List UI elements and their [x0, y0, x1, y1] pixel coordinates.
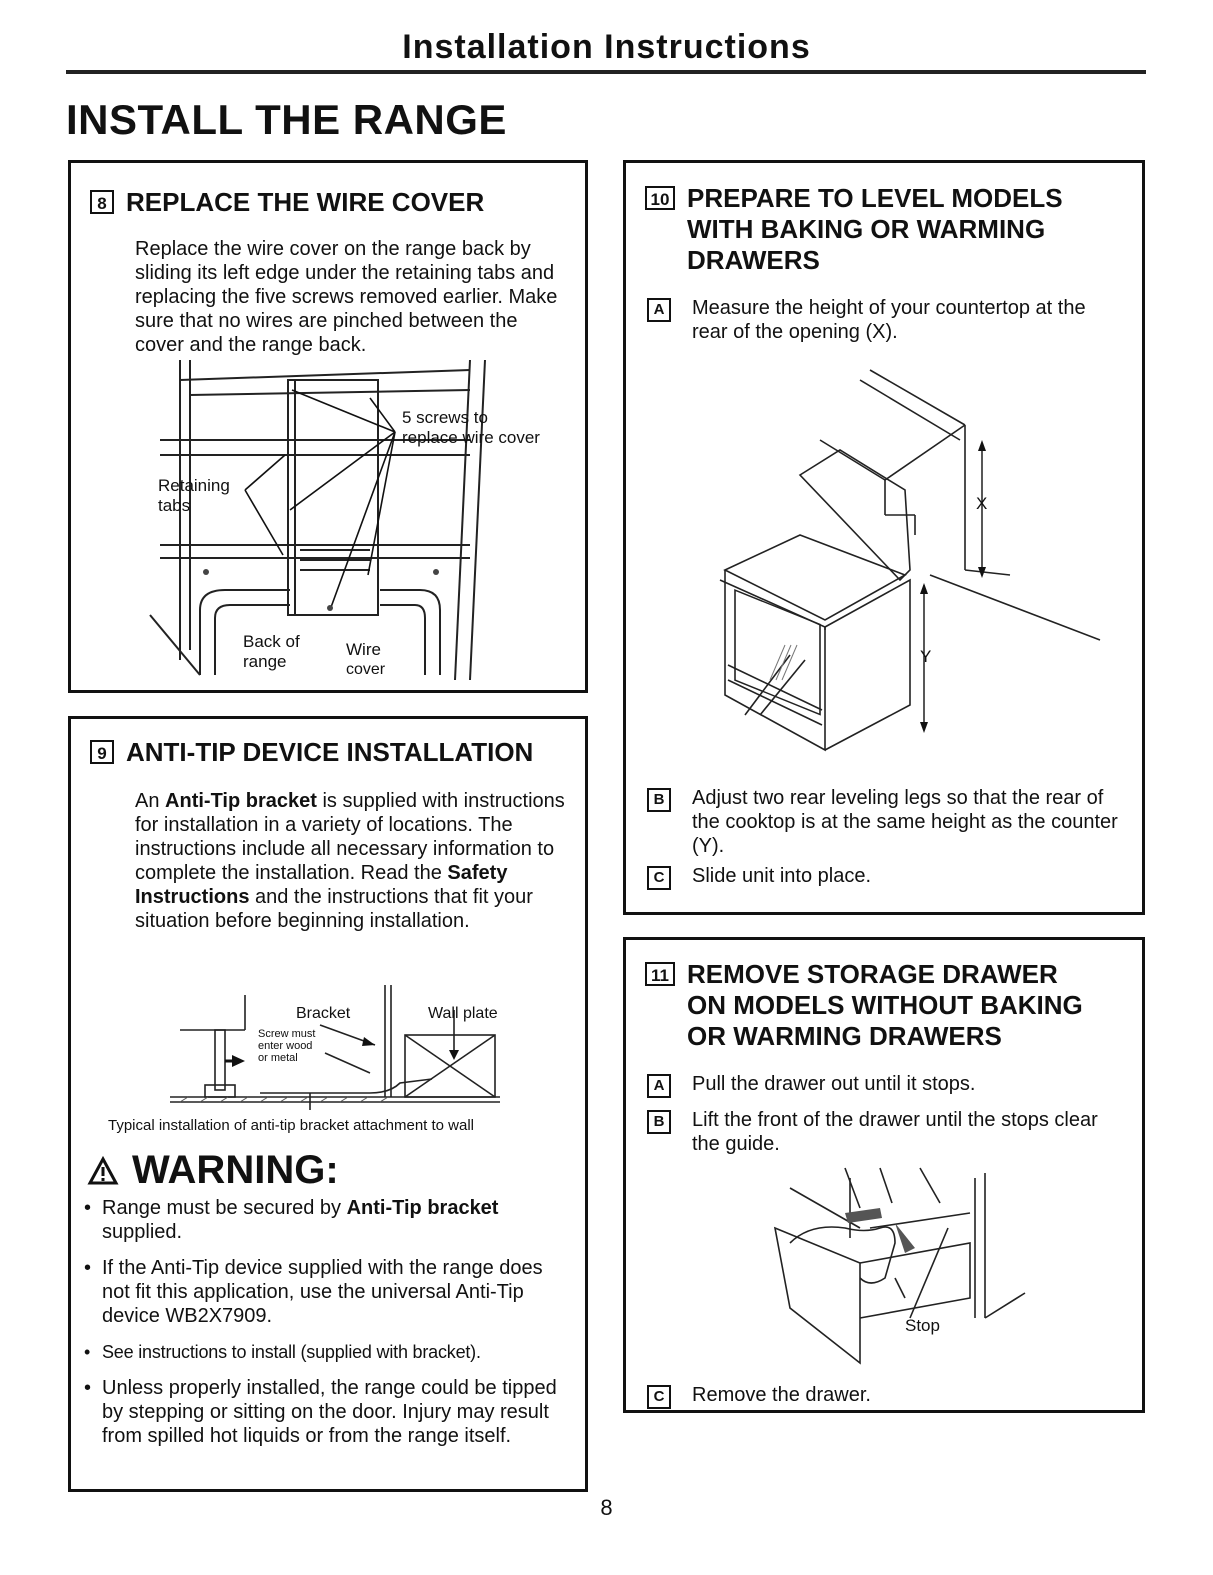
step8-heading: [90, 187, 484, 218]
step8-number: 8: [90, 190, 114, 214]
header-title: Installation Instructions: [402, 28, 811, 66]
step11-letter-a: A: [647, 1074, 671, 1098]
range-leveling-illustration: [710, 365, 1120, 755]
warning-item: • Range must be secured by Anti-Tip bracket supplied.: [82, 1196, 572, 1244]
warning-icon: [88, 1157, 118, 1185]
warning-list: [82, 1196, 572, 1460]
label-wall-plate: Wall plate: [428, 1005, 498, 1022]
step11-number: 11: [645, 962, 675, 986]
label-x: X: [976, 494, 988, 513]
step9-number: 9: [90, 740, 114, 764]
label-screws: 5 screws to replace wire cover: [402, 408, 540, 447]
page-title: INSTALL THE RANGE: [66, 96, 507, 143]
header-rule: [66, 70, 1146, 74]
step10-a-text: Measure the height of your countertop at the rear of the opening (X).: [692, 297, 1086, 343]
label-screw-note: Screw must enter wood or metal: [258, 1028, 316, 1064]
label-wire-cover: Wire cover: [346, 640, 386, 678]
warning-item: • Unless properly installed, the range could be tipped by stepping or sitting on the door. Injury may result from spilled hot liquids or from the range itself.: [82, 1376, 572, 1448]
step11-b-text: Lift the front of the drawer until the stops clear the guide.: [692, 1109, 1098, 1155]
step11-heading: [645, 959, 1083, 1052]
page-number: 8: [600, 1495, 613, 1520]
warning-title: WARNING:: [88, 1148, 339, 1193]
drawer-removal-illustration: [770, 1168, 1040, 1368]
warning-item: • If the Anti-Tip device supplied with the range does not fit this application, use the universal Anti-Tip device WB2X7909.: [82, 1256, 572, 1328]
label-bracket: Bracket: [296, 1005, 351, 1022]
step10-number: 10: [645, 186, 675, 210]
label-stop: Stop: [905, 1316, 940, 1335]
label-back-of-range: Back of range: [243, 632, 300, 671]
step9-title: ANTI-TIP DEVICE INSTALLATION: [126, 737, 534, 767]
step11-c-text: Remove the drawer.: [692, 1384, 871, 1406]
step10-letter-b: B: [647, 788, 671, 812]
label-y: Y: [920, 647, 932, 666]
anti-tip-caption: Typical installation of anti-tip bracket attachment to wall: [108, 1117, 475, 1134]
step11-letter-c: C: [647, 1385, 671, 1409]
warning-item: • See instructions to install (supplied with bracket).: [82, 1340, 572, 1364]
step11-letter-b: B: [647, 1110, 671, 1134]
step10-letter-a: A: [647, 298, 671, 322]
step10-title: PREPARE TO LEVEL MODELS WITH BAKING OR WARMING DRAWERS: [687, 183, 1063, 275]
step9-body: An Anti-Tip bracket is supplied with instructions for installation in a variety of locations. The instructions include all necessary information to complete the installation. Read the Safety Instructions and the instructions that fit your situation before beginning installation.: [135, 790, 565, 932]
label-retaining-tabs: Retaining tabs: [158, 476, 230, 515]
step11-a-text: Pull the drawer out until it stops.: [692, 1073, 976, 1095]
step10-b-text: Adjust two rear leveling legs so that the rear of the cooktop is at the same height as the counter (Y).: [692, 787, 1118, 857]
step10-c-text: Slide unit into place.: [692, 865, 872, 887]
step11-title: REMOVE STORAGE DRAWER ON MODELS WITHOUT BAKING OR WARMING DRAWERS: [687, 959, 1083, 1051]
step9-heading: [90, 737, 533, 768]
step8-body: Replace the wire cover on the range back by sliding its left edge under the retaining tabs and replacing the five screws removed earlier. Make sure that no wires are pinched between the cover and the range back.: [135, 238, 558, 356]
step10-heading: [645, 183, 1063, 276]
step10-letter-c: C: [647, 866, 671, 890]
step8-title: REPLACE THE WIRE COVER: [126, 187, 485, 217]
